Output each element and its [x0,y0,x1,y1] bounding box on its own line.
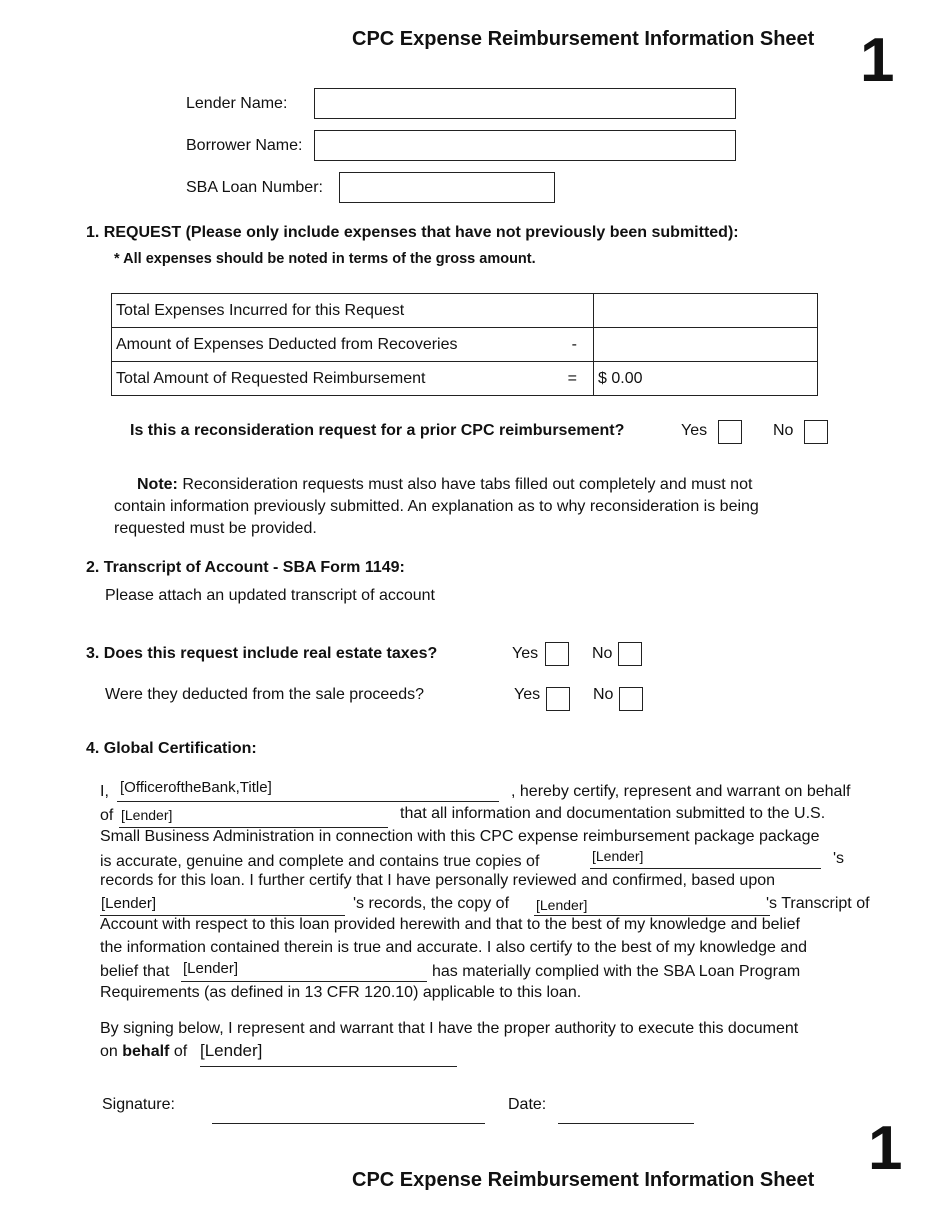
borrower-name-input[interactable] [314,130,736,161]
note-label: Note: [137,476,178,493]
lender-field-3[interactable]: [Lender] [101,895,157,912]
lender-field-1[interactable]: [Lender] [121,807,173,823]
section-4-heading: 4. Global Certification: [86,740,257,757]
total-reimbursement-label: Total Amount of Requested Reimbursement [116,369,426,387]
cert-line-10: Requirements (as defined in 13 CFR 120.10) applicable to this loan. [100,984,582,1001]
taxes-yes-checkbox[interactable] [545,642,569,666]
cert-i: I, [100,783,109,800]
reconsideration-yes-label: Yes [681,422,708,439]
deducted-question: Were they deducted from the sale proceeds? [105,686,424,703]
reconsideration-yes-checkbox[interactable] [718,420,742,444]
lender-underline-6 [200,1066,457,1067]
note-line-1 [137,474,752,496]
equals-operator: = [567,370,577,387]
note-line-3: requested must be provided. [114,520,317,537]
cert-line-4-end: 's [833,850,845,867]
lender-field-2[interactable]: [Lender] [592,848,644,864]
taxes-no-label: No [592,645,613,662]
lender-field-6[interactable]: [Lender] [200,1041,263,1060]
borrower-name-label: Borrower Name: [186,137,303,154]
lender-underline-2 [590,868,821,869]
deducted-expenses-label: Amount of Expenses Deducted from Recoveries [116,335,458,353]
deducted-expenses-input[interactable] [594,328,818,362]
taxes-no-checkbox[interactable] [618,642,642,666]
table-row [112,294,818,328]
reconsideration-no-label: No [773,422,794,439]
transcript-instruction: Please attach an updated transcript of account [105,587,435,604]
cert-line-6-mid: 's records, the copy of [353,895,510,912]
cert-line-9-start: belief that [100,963,170,980]
deducted-no-checkbox[interactable] [619,687,643,711]
total-reimbursement-value: $ 0.00 [594,362,818,396]
signing-on-behalf [100,1041,187,1063]
note-text-1: Reconsideration requests must also have tabs filled out completely and must not [177,476,753,493]
cert-line-8: the information contained therein is true and accurate. I also certify to the best of my knowledge and [100,939,808,956]
gross-amount-note: * All expenses should be noted in terms of the gross amount. [114,251,536,267]
signature-line[interactable] [212,1123,485,1124]
cert-of: of [100,807,114,824]
signature-label: Signature: [102,1096,175,1113]
footer-page-number: 1 [868,1114,903,1183]
footer-title: CPC Expense Reimbursement Information Sheet [352,1169,815,1191]
lender-name-label: Lender Name: [186,95,288,112]
expense-table [111,293,818,396]
page-title: CPC Expense Reimbursement Information Sheet [352,28,815,50]
date-label: Date: [508,1096,547,1113]
cert-line-6-end: 's Transcript of [766,895,870,912]
cert-line-7: Account with respect to this loan provided herewith and that to the best of my knowledge and belief [100,916,800,933]
deducted-yes-checkbox[interactable] [546,687,570,711]
sba-loan-number-label: SBA Loan Number: [186,179,323,196]
table-row [112,328,818,362]
officer-title-field[interactable]: [OfficeroftheBank,Title] [120,779,272,796]
total-expenses-label: Total Expenses Incurred for this Request [116,301,405,319]
sba-loan-number-input[interactable] [339,172,555,203]
deducted-expenses-label-cell [112,328,594,362]
reconsideration-question: Is this a reconsideration request for a prior CPC reimbursement? [130,422,625,439]
cert-line-4-start: is accurate, genuine and complete and contains true copies of [100,853,540,870]
section-1-heading: 1. REQUEST (Please only include expenses that have not previously been submitted): [86,224,739,241]
note-line-2: contain information previously submitted. An explanation as to why reconsideration is being [114,498,759,515]
cert-line-1-rest: , hereby certify, represent and warrant on behalf [511,783,851,800]
signing-behalf: behalf [122,1043,170,1060]
deducted-no-label: No [593,686,614,703]
cert-line-3: Small Business Administration in connection with this CPC expense reimbursement package package [100,828,820,845]
taxes-yes-label: Yes [512,645,539,662]
lender-field-4[interactable]: [Lender] [536,897,588,913]
page-number: 1 [860,26,895,95]
section-3-heading: 3. Does this request include real estate taxes? [86,645,438,662]
deducted-yes-label: Yes [514,686,541,703]
total-reimbursement-label-cell [112,362,594,396]
cert-line-2-rest: that all information and documentation submitted to the U.S. [400,805,826,822]
cert-line-5: records for this loan. I further certify that I have personally reviewed and confirmed, based upon [100,872,776,889]
date-line[interactable] [558,1123,694,1124]
signing-statement: By signing below, I represent and warrant that I have the proper authority to execute this document [100,1020,799,1037]
cert-line-9-end: has materially complied with the SBA Loan Program [432,963,801,980]
section-2-heading: 2. Transcript of Account - SBA Form 1149: [86,559,405,576]
minus-operator: - [571,336,577,353]
officer-title-underline [117,801,499,802]
reconsideration-no-checkbox[interactable] [804,420,828,444]
table-row [112,362,818,396]
signing-of: of [169,1043,188,1060]
total-expenses-input[interactable] [594,294,818,328]
lender-field-5[interactable]: [Lender] [183,960,239,977]
total-expenses-label-cell [112,294,594,328]
lender-name-input[interactable] [314,88,736,119]
signing-on: on [100,1043,123,1060]
